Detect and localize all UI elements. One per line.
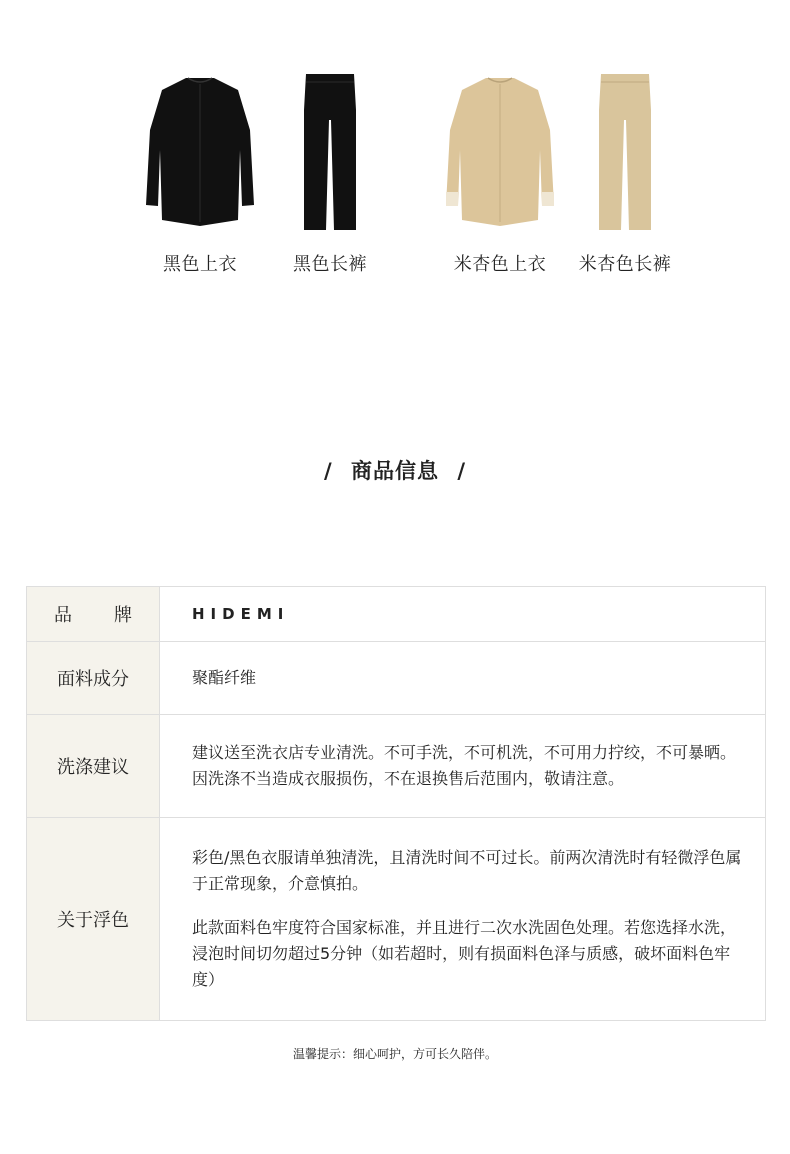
info-value-fabric: 聚酯纤维 — [160, 642, 766, 715]
pants-image — [260, 70, 400, 235]
product-label: 米杏色长裤 — [578, 254, 672, 275]
title-slash-right: / — [457, 459, 466, 483]
info-row-fabric — [27, 642, 766, 715]
info-value-fading — [160, 818, 766, 1021]
title-text: 商品信息 — [351, 459, 439, 483]
fading-paragraph-1: 彩色/黑色衣服请单独清洗，且清洗时间不可过长。前两次清洗时有轻微浮色属于正常现象，介意慎拍。 — [192, 848, 742, 893]
shirt-image — [430, 70, 570, 235]
info-row-fading — [27, 818, 766, 1021]
product-color-options — [0, 0, 790, 300]
pants-body — [599, 74, 651, 230]
info-row-washing — [27, 715, 766, 818]
pants-image — [555, 70, 695, 235]
pants-body — [304, 74, 356, 230]
product-label: 黑色长裤 — [293, 254, 367, 275]
info-key-brand — [27, 587, 160, 642]
info-value-brand — [160, 587, 766, 642]
product-label: 米杏色上衣 — [453, 254, 547, 275]
brand-name: HIDEMI — [192, 605, 290, 623]
title-slash-left: / — [324, 459, 333, 483]
info-value-washing: 建议送至洗衣店专业清洗。不可手洗，不可机洗，不可用力拧绞，不可暴晒。因洗涤不当造成衣服损伤，不在退换售后范围内，敬请注意。 — [160, 715, 766, 818]
product-black-shirt[interactable] — [130, 70, 270, 275]
section-title — [0, 455, 790, 485]
fading-paragraph-2: 此款面料色牢度符合国家标准，并且进行二次水洗固色处理。若您选择水洗，浸泡时间切勿超过5分钟（如若超时，则有损面料色泽与质感，破坏面料色牢度） — [192, 918, 737, 989]
info-key-fabric: 面料成分 — [27, 642, 160, 715]
info-row-brand — [27, 587, 766, 642]
brand-key-char: 品 — [54, 605, 72, 626]
info-key-fading: 关于浮色 — [27, 818, 160, 1021]
product-label: 黑色上衣 — [163, 254, 237, 275]
product-info-table — [26, 586, 766, 1021]
shirt-image — [130, 70, 270, 235]
info-key-washing: 洗涤建议 — [27, 715, 160, 818]
brand-key-char: 牌 — [114, 605, 132, 626]
product-black-pants[interactable] — [260, 70, 400, 275]
footer-note: 温馨提示：细心呵护，方可长久陪伴。 — [292, 1047, 497, 1061]
product-beige-pants[interactable] — [555, 70, 695, 275]
product-beige-shirt[interactable] — [430, 70, 570, 275]
